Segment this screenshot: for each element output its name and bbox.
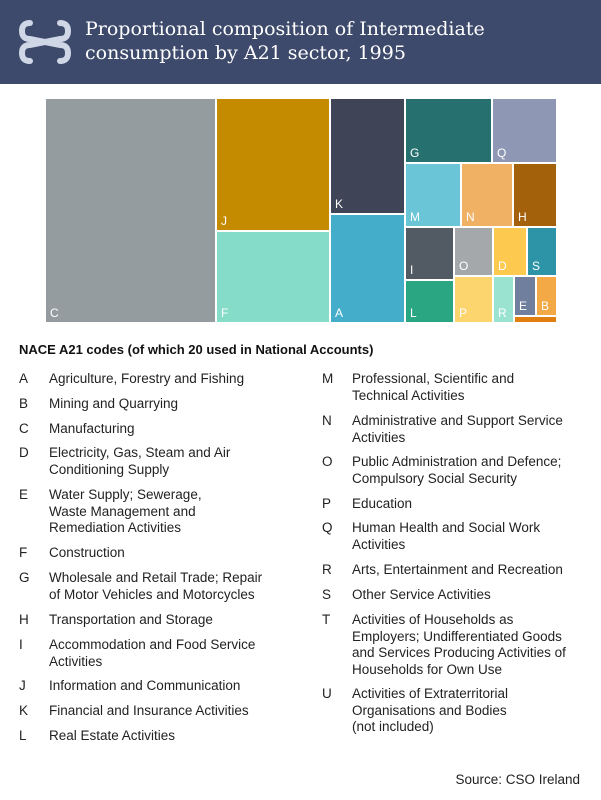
- legend-code: L: [19, 728, 27, 743]
- legend-desc: Other Service Activities: [352, 587, 491, 602]
- legend-desc: Education: [352, 496, 413, 511]
- treemap-label-s: S: [532, 259, 541, 273]
- treemap-svg: [0, 84, 601, 334]
- legend-desc: Human Health and Social Work Activities: [352, 520, 541, 552]
- legend-code: I: [19, 637, 23, 652]
- legend-desc: Transportation and Storage: [49, 612, 213, 627]
- source-note: Source: CSO Ireland: [455, 772, 580, 787]
- legend-code: F: [19, 545, 28, 560]
- treemap-cell-k: [331, 99, 404, 213]
- legend-code: R: [322, 562, 332, 577]
- legend-code: D: [19, 445, 29, 460]
- treemap-cell-c: [46, 99, 215, 322]
- legend-code: J: [19, 678, 26, 693]
- legend-desc: Mining and Quarrying: [49, 396, 179, 411]
- legend-code: H: [19, 612, 29, 627]
- legend-desc: Water Supply; Sewerage, Waste Management and Remediation Activities: [49, 487, 202, 535]
- legend-title: NACE A21 codes (of which 20 used in National Accounts): [19, 342, 374, 357]
- treemap-label-p: P: [459, 306, 468, 320]
- treemap-label-e: E: [519, 299, 528, 313]
- treemap-label-d: D: [498, 259, 507, 273]
- legend-desc: Arts, Entertainment and Recreation: [352, 562, 563, 577]
- treemap-label-a: A: [335, 306, 344, 320]
- legend-code: A: [19, 371, 29, 386]
- legend-desc: Electricity, Gas, Steam and Air Conditioning Supply: [49, 445, 231, 477]
- legend-desc: Wholesale and Retail Trade; Repair of Motor Vehicles and Motorcycles: [49, 570, 263, 602]
- legend-desc: Public Administration and Defence; Compulsory Social Security: [352, 454, 562, 486]
- legend-desc: Professional, Scientific and Technical Activities: [352, 371, 515, 403]
- treemap-label-r: R: [498, 306, 507, 320]
- legend-desc: Construction: [49, 545, 125, 560]
- treemap-label-o: O: [459, 259, 469, 273]
- legend-desc: Agriculture, Forestry and Fishing: [49, 371, 245, 386]
- legend-code: U: [322, 686, 332, 701]
- legend-code: E: [19, 487, 29, 502]
- treemap-label-q: Q: [497, 146, 507, 160]
- treemap-cell-j: [217, 99, 329, 230]
- legend-code: N: [322, 413, 332, 428]
- legend-desc: Information and Communication: [49, 678, 241, 693]
- legend-code: T: [322, 612, 331, 627]
- legend-code: Q: [322, 520, 333, 535]
- treemap-cell-t: [515, 317, 556, 322]
- legend-code: M: [322, 371, 334, 386]
- legend-code: P: [322, 496, 332, 511]
- legend-desc: Activities of Extraterritorial Organisations and Bodies (not included): [352, 686, 509, 734]
- legend-code: S: [322, 587, 332, 602]
- legend-desc: Activities of Households as Employers; Undifferentiated Goods and Services Producing Activities of Households for Own Use: [352, 612, 566, 677]
- legend-code: K: [19, 703, 29, 718]
- legend-code: B: [19, 396, 29, 411]
- treemap-label-f: F: [221, 306, 229, 320]
- treemap-label-j: J: [221, 214, 227, 228]
- treemap-label-n: N: [466, 210, 475, 224]
- treemap-label-c: C: [50, 306, 59, 320]
- legend-code: G: [19, 570, 30, 585]
- treemap-label-m: M: [410, 210, 420, 224]
- treemap-label-i: I: [410, 263, 414, 277]
- treemap-label-g: G: [410, 146, 420, 160]
- legend-desc: Financial and Insurance Activities: [49, 703, 249, 718]
- treemap-label-k: K: [335, 197, 344, 211]
- cso-logo-icon: [16, 11, 74, 73]
- chart-title: Proportional composition of Intermediate consumption by A21 sector, 1995: [85, 18, 485, 64]
- legend-desc: Administrative and Support Service Activities: [352, 413, 563, 445]
- legend-code: C: [19, 421, 29, 436]
- legend-desc: Real Estate Activities: [49, 728, 176, 743]
- treemap-label-l: L: [410, 306, 417, 320]
- treemap-cell-f: [217, 232, 329, 322]
- treemap-label-b: B: [541, 299, 550, 313]
- treemap-chart: [0, 84, 601, 334]
- header-bar: [0, 0, 601, 84]
- treemap-label-h: H: [518, 210, 527, 224]
- legend-desc: Accommodation and Food Service Activities: [49, 637, 256, 669]
- legend-desc: Manufacturing: [49, 421, 135, 436]
- legend-code: O: [322, 454, 333, 469]
